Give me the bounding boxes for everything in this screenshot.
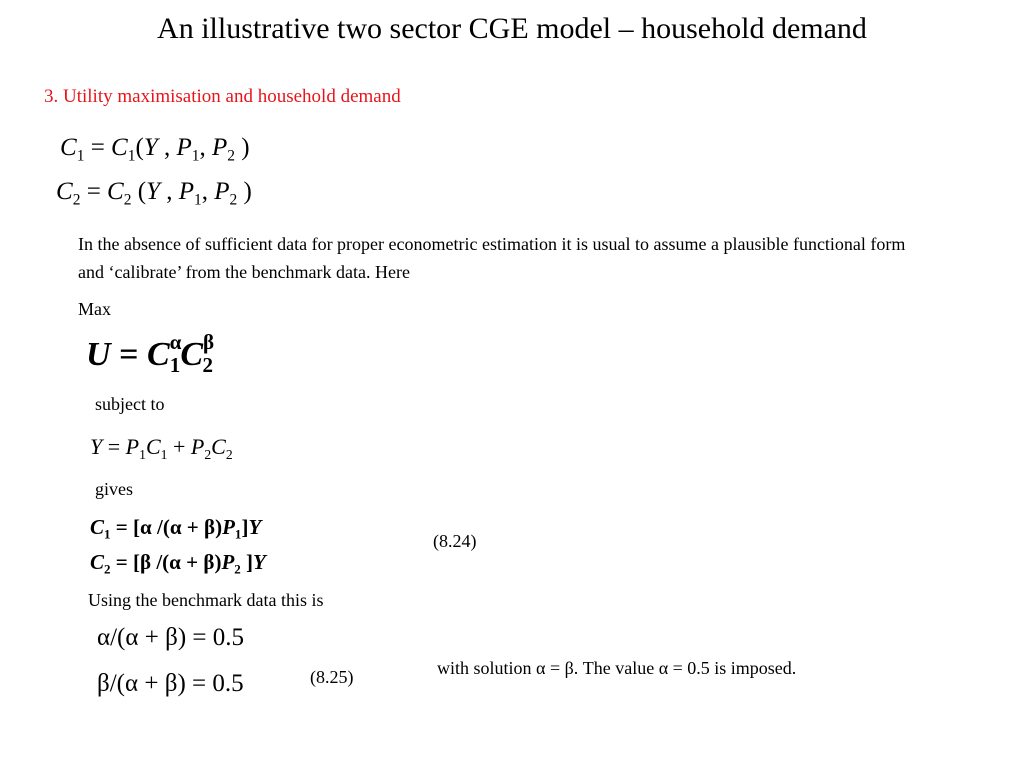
calibration-eq-beta: β/(α + β) = 0.5 [97,670,244,697]
calibration-paragraph: In the absence of sufficient data for proper econometric estimation it is usual to assume a plausible functional form and ‘calibrate’ from the benchmark data. Here [78,234,906,282]
demand-solution-c1: $C_1 = [\alpha$ $/(\alpha + \beta)P_1]Y$ [90,515,262,542]
solution-text: with solution α = β. The value α = 0.5 is imposed. [437,658,797,678]
benchmark-label: Using the benchmark data this is [88,590,324,610]
demand-function-c2: $C_2 = C_2$ (Y , $P_1$, $P_2$ ) [56,178,252,209]
slide-title: An illustrative two sector CGE model – household demand [157,12,867,45]
demand-solution-c2: $C_2 = [\beta$ $/(\alpha + \beta)P_2$ ]Y [90,550,266,577]
equation-number-8-25: (8.25) [310,667,354,687]
budget-constraint: $Y = P_1C_1 + P_2C_2$ [90,434,233,462]
calibration-eq-alpha: α/(α + β) = 0.5 [97,624,245,651]
subject-to-label: subject to [95,394,165,414]
section-heading: 3. Utility maximisation and household demand [44,86,401,107]
utility-function: $U = C^\alpha_1C^\beta_2$ [86,330,215,378]
gives-label: gives [95,479,133,499]
equation-number-8-24: (8.24) [433,531,477,551]
demand-function-c1: $C_1 = C_1(Y$ , $P_1$, $P_2$ ) [60,134,250,165]
max-label: Max [78,299,111,319]
